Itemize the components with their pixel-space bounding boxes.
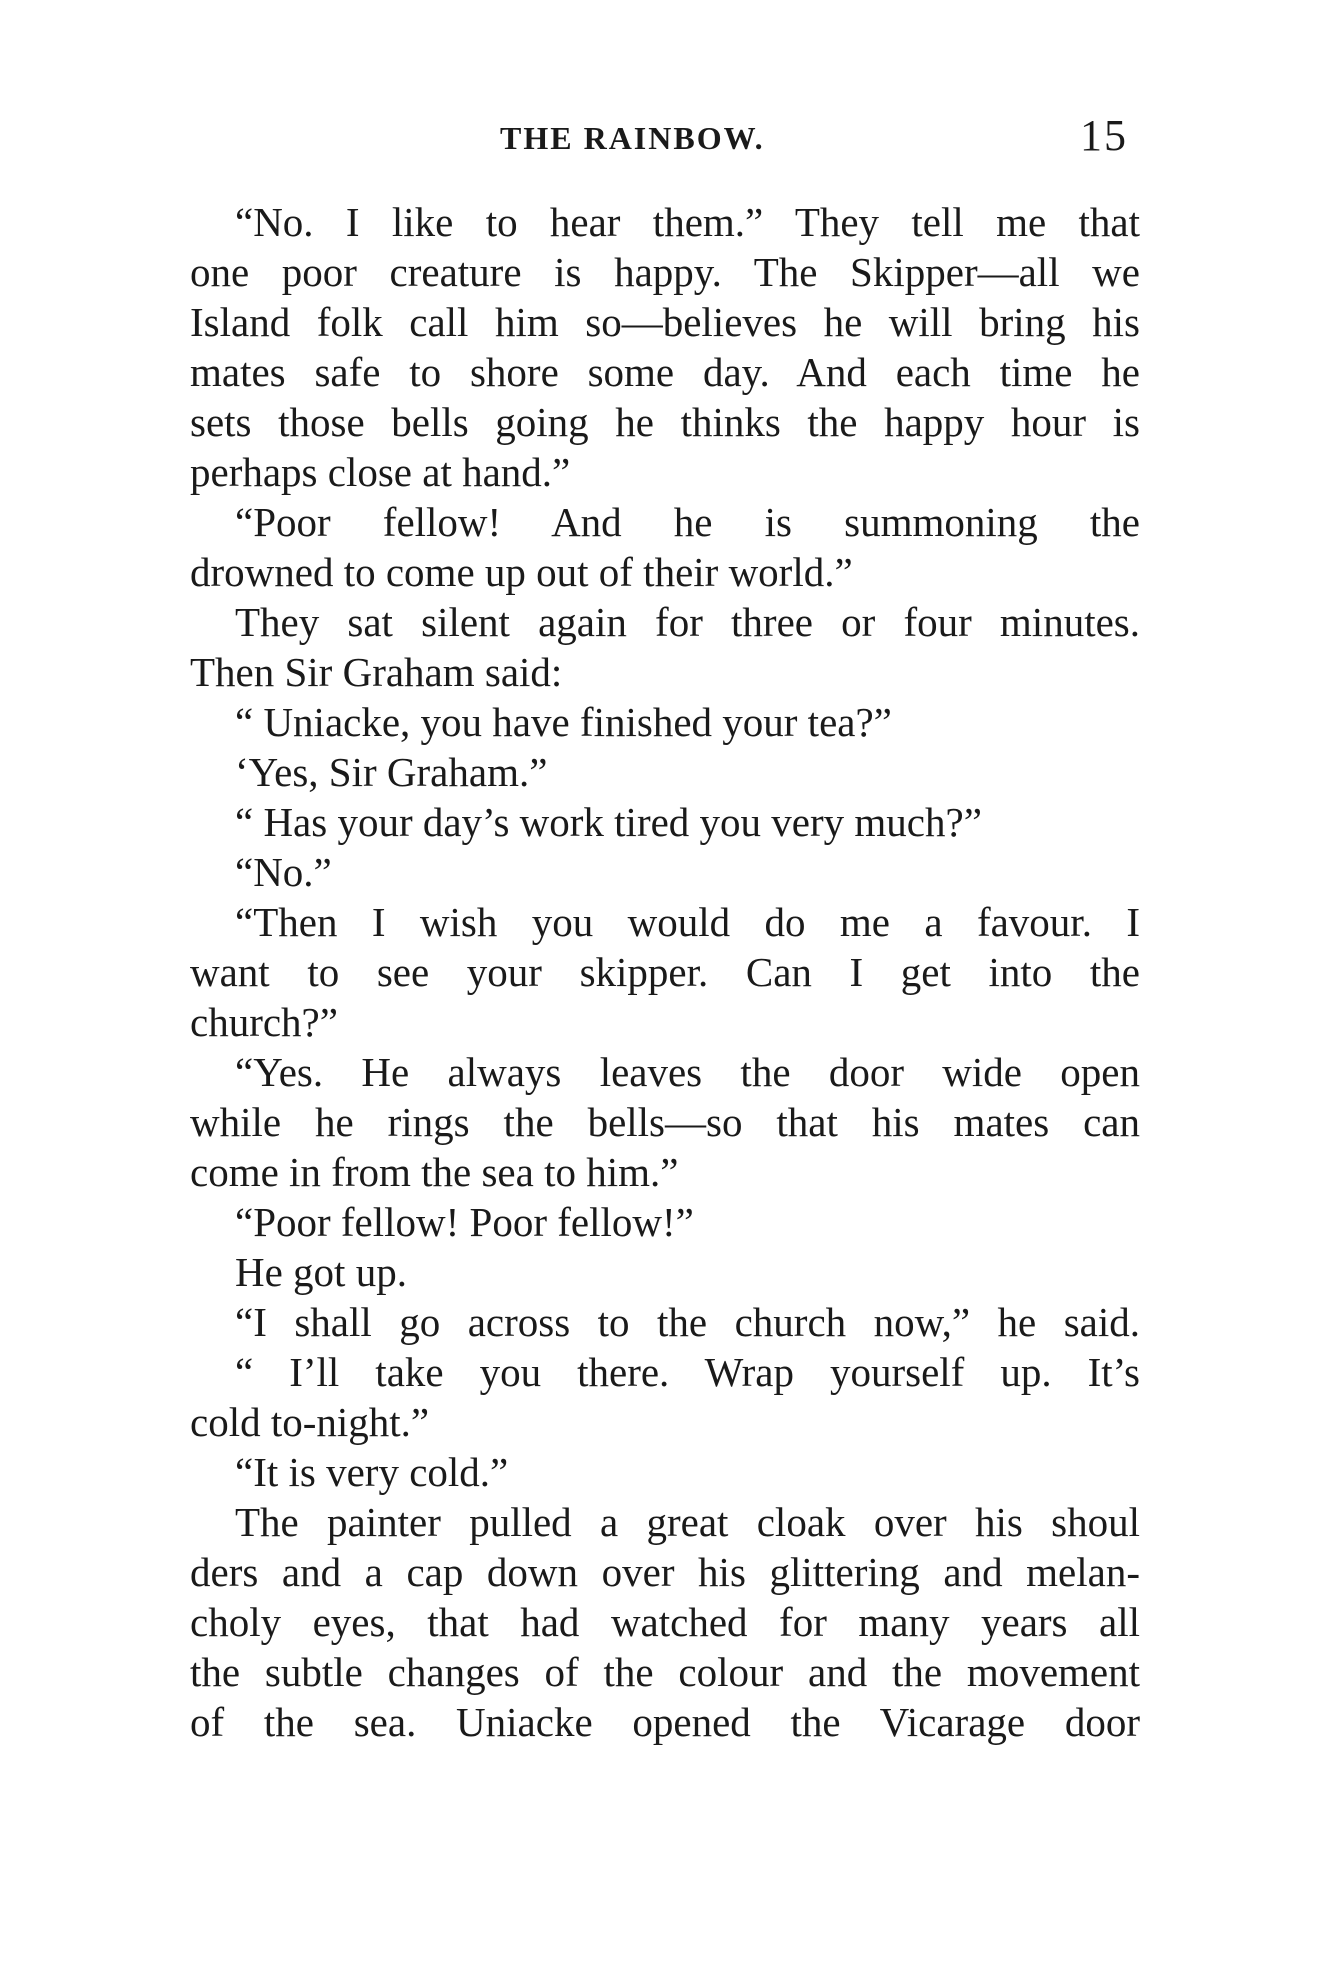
text-line: “Poor fellow! Poor fellow!”: [235, 1199, 694, 1245]
text-line: They sat silent again for three or four minutes.: [235, 599, 1140, 645]
text-line: He got up.: [235, 1249, 407, 1295]
text-line: one poor creature is happy. The Skipper—all we: [190, 249, 1140, 295]
text-line: sets those bells going he thinks the happy hour is: [190, 399, 1140, 445]
text-line: perhaps close at hand.”: [190, 449, 571, 495]
page-number: 15: [1080, 111, 1128, 160]
text-line: ‘Yes, Sir Graham.”: [235, 749, 548, 795]
text-line: “It is very cold.”: [235, 1449, 509, 1495]
text-line: “Yes. He always leaves the door wide open: [235, 1049, 1140, 1095]
text-line: Island folk call him so—believes he will bring his: [190, 299, 1140, 345]
body-text: [190, 197, 1140, 1747]
running-title: THE RAINBOW.: [500, 120, 765, 156]
text-line: “ I’ll take you there. Wrap yourself up. It’s: [235, 1349, 1140, 1395]
text-line: “ Uniacke, you have finished your tea?”: [235, 699, 892, 745]
text-line: choly eyes, that had watched for many years all: [190, 1599, 1140, 1645]
text-line: ders and a cap down over his glittering and melan-: [190, 1549, 1140, 1595]
text-line: “ Has your day’s work tired you very much?”: [235, 799, 982, 845]
text-line: “No.”: [235, 849, 332, 895]
text-line: “Then I wish you would do me a favour. I: [235, 899, 1140, 945]
text-line: cold to-night.”: [190, 1399, 430, 1445]
text-line: church?”: [190, 999, 338, 1045]
text-line: “I shall go across to the church now,” he said.: [235, 1299, 1140, 1345]
text-line: of the sea. Uniacke opened the Vicarage door: [190, 1699, 1140, 1745]
text-line: come in from the sea to him.”: [190, 1149, 679, 1195]
text-line: Then Sir Graham said:: [190, 649, 563, 695]
running-head: [0, 110, 1339, 170]
text-line: The painter pulled a great cloak over his shoul: [235, 1499, 1140, 1545]
text-line: mates safe to shore some day. And each time he: [190, 349, 1140, 395]
text-line: while he rings the bells—so that his mates can: [190, 1099, 1140, 1145]
text-line: the subtle changes of the colour and the movement: [190, 1649, 1140, 1695]
text-line: want to see your skipper. Can I get into the: [190, 949, 1140, 995]
text-line: “Poor fellow! And he is summoning the: [235, 499, 1140, 545]
text-line: drowned to come up out of their world.”: [190, 549, 853, 595]
text-line: “No. I like to hear them.” They tell me that: [235, 199, 1140, 245]
